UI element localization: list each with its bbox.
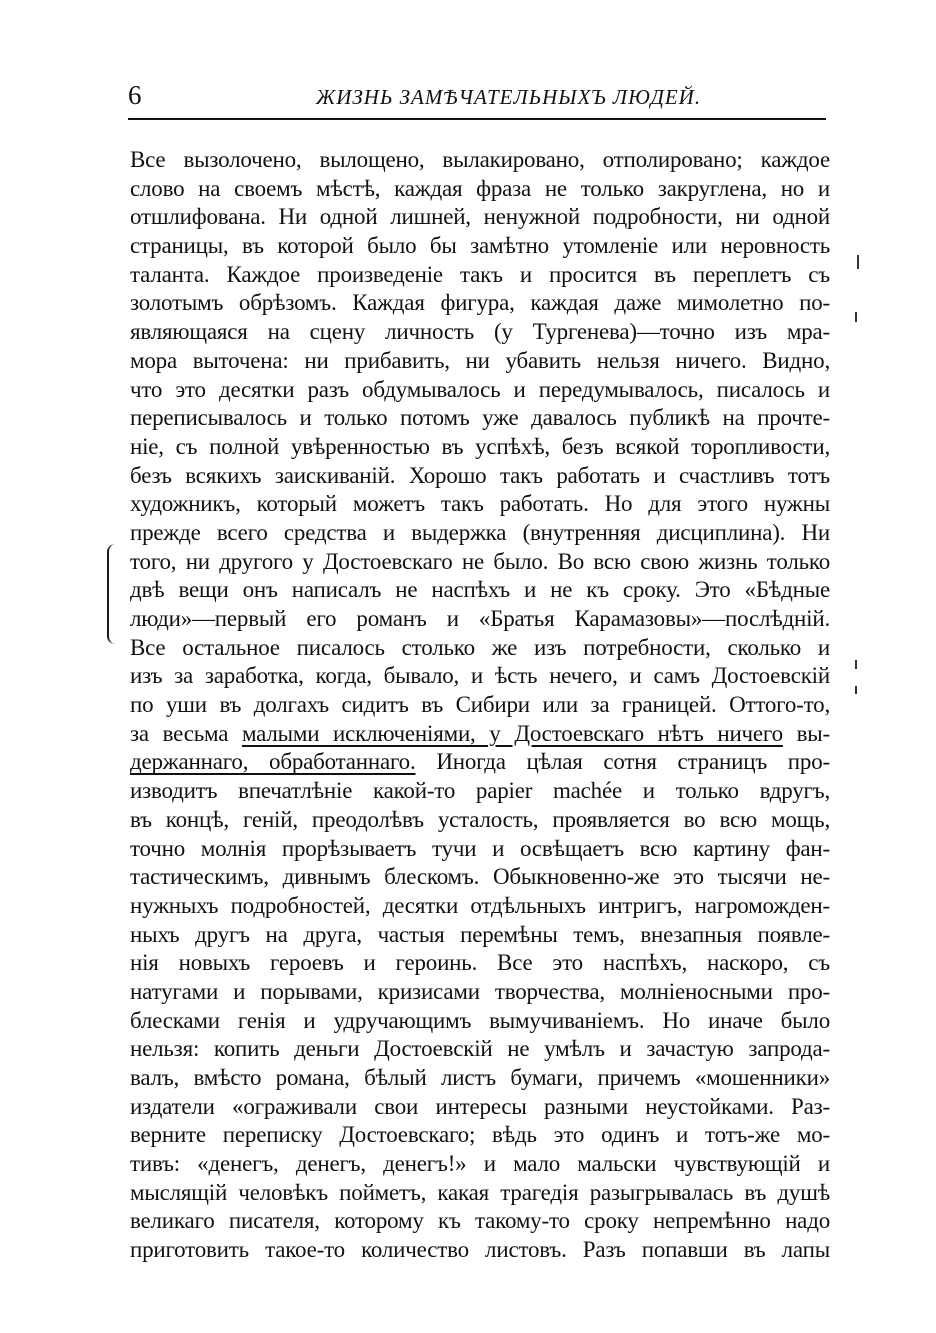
line-fragment: за весьма: [130, 720, 242, 746]
text-line: точно молнія прорѣзываетъ тучи и освѣщаетъ всю картину фан-: [130, 835, 830, 861]
text-line: золотымъ обрѣзомъ. Каждая фигура, каждая даже мимолетно по-: [130, 290, 830, 316]
text-line: по уши въ долгахъ сидитъ въ Сибири или за границей. Оттого-то,: [130, 692, 830, 718]
text-line: ныхъ другъ на друга, частыя перемѣны темъ, внезапныя появле-: [130, 921, 830, 947]
margin-mark: [855, 686, 857, 694]
text-line: Все остальное писалось столько же изъ потребности, сколько и: [130, 634, 830, 660]
page-number: 6: [128, 80, 142, 110]
text-line: верните переписку Достоевскаго; вѣдь это одинъ и тотъ-же мо-: [130, 1122, 830, 1148]
text-line: натугами и порывами, кризисами творчества, молніеносными про-: [130, 978, 830, 1004]
text-line: изъ за заработка, когда, бывало, и ѣсть нечего, и самъ Достоевскій: [130, 663, 830, 689]
text-line: мыслящій человѣкъ пойметъ, какая трагедія разыгрывалась въ душѣ: [130, 1179, 830, 1205]
pencil-margin-bracket: [107, 544, 117, 644]
text-line: изводитъ впечатлѣніе какой-то papier machée и только вдругъ,: [130, 778, 830, 804]
text-line: отшлифована. Ни одной лишней, ненужной подробности, ни одной: [130, 204, 830, 230]
text-line: люди»—первый его романъ и «Братья Карамазовы»—послѣдній.: [130, 606, 830, 631]
line-fragment: вы-: [782, 720, 830, 746]
body-text: [130, 146, 830, 1265]
text-line: издатели «ограживали свои интересы разными неустойками. Раз-: [130, 1093, 830, 1119]
margin-mark: [857, 255, 859, 269]
text-line-underlined: [130, 720, 830, 749]
text-line: великаго писателя, которому къ такому-то сроку непремѣнно надо: [130, 1208, 830, 1234]
text-line: тивъ: «денегъ, денегъ, денегъ!» и мало мальски чувствующій и: [130, 1151, 830, 1177]
underlined-passage: малыми исключеніями, у Достоевскаго нѣтъ ничего: [241, 720, 783, 746]
text-line: прежде всего средства и выдержка (внутренняя дисциплина). Ни: [130, 519, 830, 545]
text-line: нужныхъ подробностей, десятки отдѣльныхъ интригъ, нагроможден-: [130, 892, 830, 918]
text-line: нельзя: копить деньги Достоевскій не умѣлъ и зачастую запрода-: [130, 1036, 830, 1062]
margin-mark: [855, 312, 857, 322]
line-fragment: Иногда цѣлая сотня страницъ про-: [415, 749, 830, 775]
text-line-underlined: [130, 748, 830, 777]
text-line: въ концѣ, геній, преодолѣвъ усталость, проявляется во всю мощь,: [130, 806, 830, 832]
running-head: ЖИЗНЬ ЗАМѢЧАТЕЛЬНЫХЪ ЛЮДЕЙ.: [316, 85, 702, 109]
underlined-passage: держаннаго, обработаннаго.: [130, 749, 416, 775]
text-line: мора выточена: ни прибавить, ни убавить нельзя ничего. Видно,: [130, 347, 830, 373]
text-line: страницы, въ которой было бы замѣтно утомленіе или неровность: [130, 233, 830, 259]
text-line: двѣ вещи онъ написалъ не наспѣхъ и не къ сроку. Это «Бѣдные: [130, 577, 830, 603]
text-line: блесками генія и удручающимъ вымучиваніемъ. Но иначе было: [130, 1007, 830, 1033]
text-line: нія новыхъ героевъ и героинь. Все это наспѣхъ, наскоро, съ: [130, 950, 830, 976]
text-line: переписывалось и только потомъ уже давалось публикѣ на прочте-: [130, 405, 830, 431]
text-line: являющаяся на сцену личность (у Тургенева)—точно изъ мра-: [130, 319, 830, 345]
text-line: что это десятки разъ обдумывалось и передумывалось, писалось и: [130, 376, 830, 402]
text-line: приготовить такое-то количество листовъ. Разъ попавши въ лапы: [130, 1237, 830, 1263]
header-rule: [128, 118, 826, 120]
text-line: валъ, вмѣсто романа, бѣлый листъ бумаги, причемъ «мошенники»: [130, 1065, 830, 1090]
page-header: [128, 80, 826, 114]
text-line: того, ни другого у Достоевскаго не было. Во всю свою жизнь только: [130, 548, 830, 574]
text-line: ніе, съ полной увѣренностью въ успѣхѣ, безъ всякой торопливости,: [130, 433, 830, 459]
text-line: Все вызолочено, вылощено, вылакировано, отполировано; каждое: [130, 147, 830, 172]
text-line: тастическимъ, дивнымъ блескомъ. Обыкновенно-же это тысячи не-: [130, 864, 830, 890]
text-line: таланта. Каждое произведеніе такъ и просится въ переплетъ съ: [130, 261, 830, 287]
text-line: художникъ, который можетъ такъ работать. Но для этого нужны: [130, 491, 830, 517]
text-line: безъ всякихъ заискиваній. Хорошо такъ работать и счастливъ тотъ: [130, 462, 830, 488]
text-line: слово на своемъ мѣстѣ, каждая фраза не только закруглена, но и: [130, 175, 830, 201]
margin-mark: [855, 660, 857, 669]
